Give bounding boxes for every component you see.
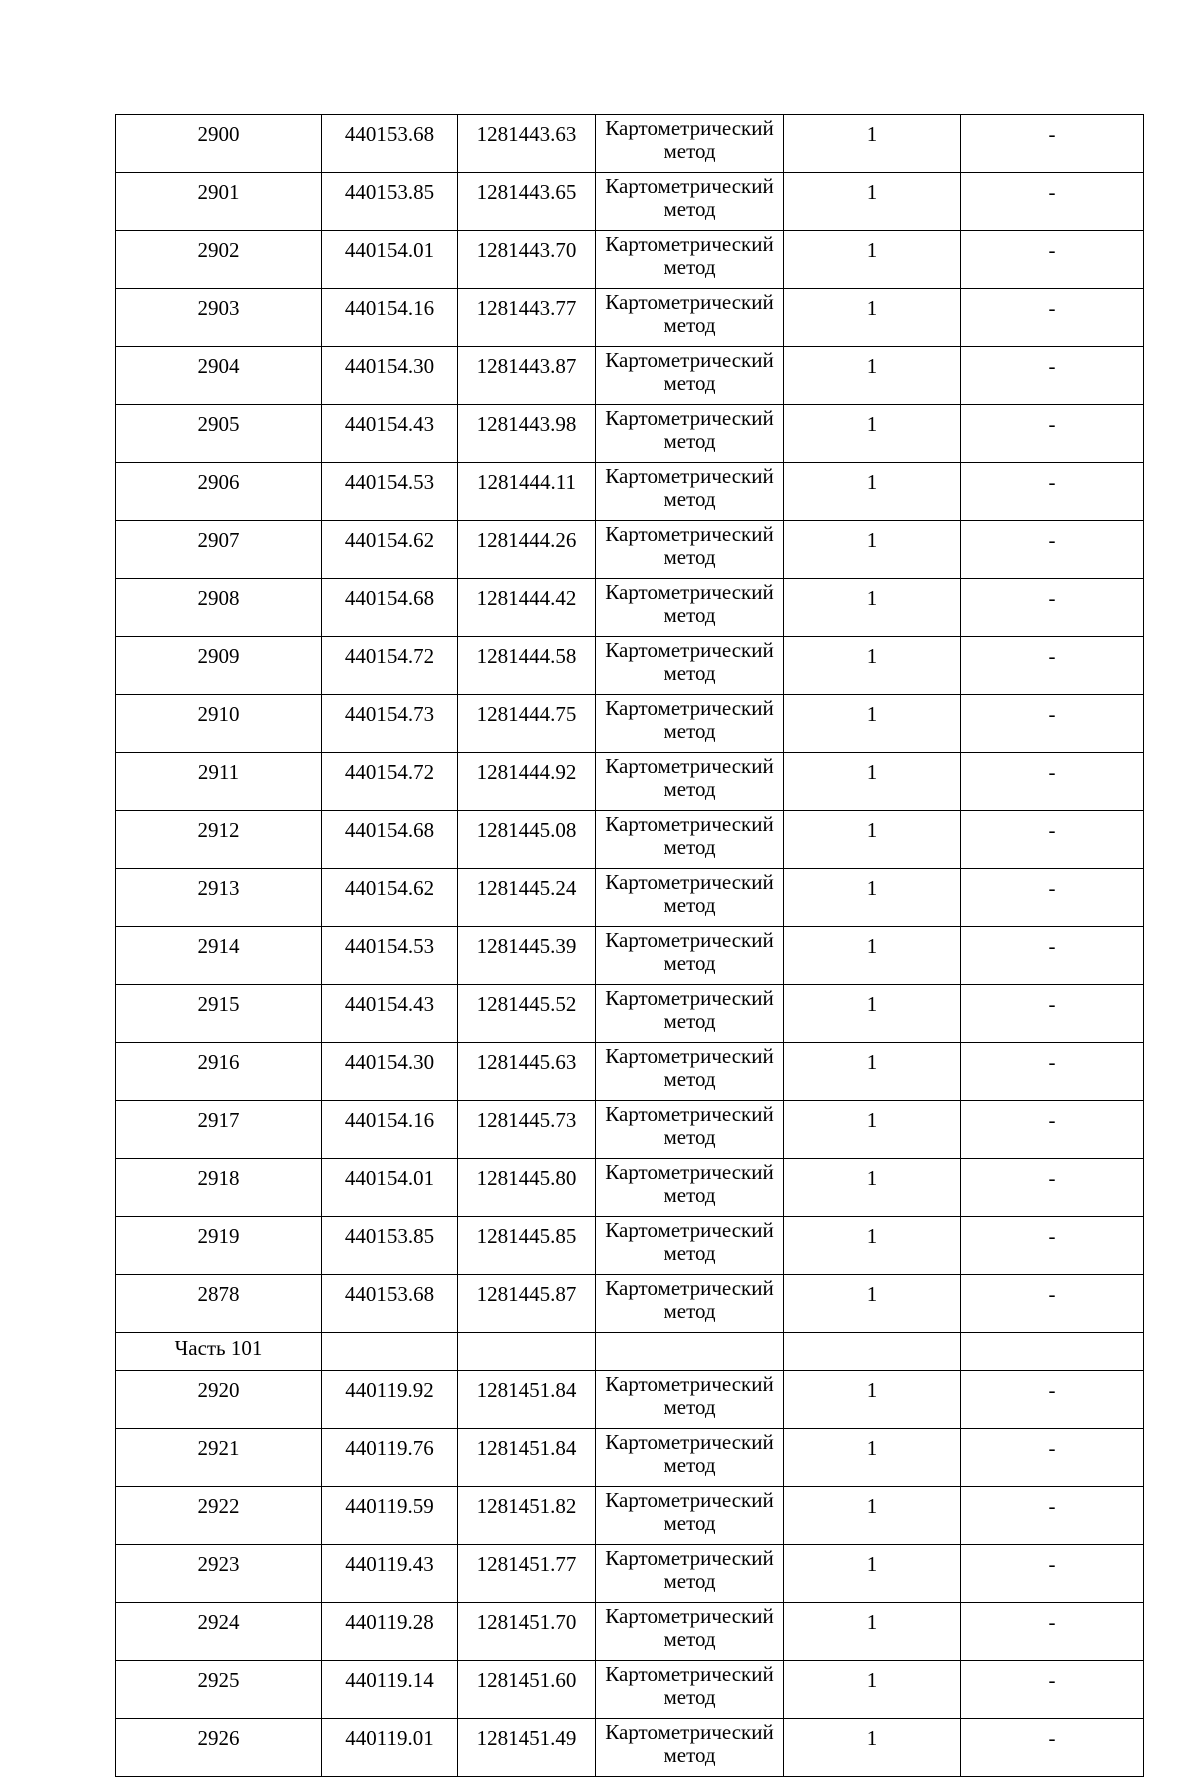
y-coordinate-cell: 1281445.24 (458, 869, 596, 927)
table-row (116, 1217, 1144, 1275)
y-coordinate-cell: 1281444.92 (458, 753, 596, 811)
note-cell: - (961, 1101, 1144, 1159)
method-line-1: Картометрический (605, 580, 774, 604)
y-coordinate-cell: 1281451.84 (458, 1371, 596, 1429)
x-coordinate-cell: 440154.30 (322, 347, 458, 405)
method-line-2: метод (663, 1395, 716, 1419)
table-row (116, 1101, 1144, 1159)
accuracy-cell: 1 (784, 463, 961, 521)
table-row (116, 347, 1144, 405)
method-line-1: Картометрический (605, 1546, 774, 1570)
accuracy-cell: 1 (784, 289, 961, 347)
method-line-1: Картометрический (605, 1102, 774, 1126)
x-coordinate-cell: 440154.16 (322, 289, 458, 347)
method-line-2: метод (663, 255, 716, 279)
x-coordinate-cell: 440154.73 (322, 695, 458, 753)
note-cell: - (961, 289, 1144, 347)
note-cell: - (961, 927, 1144, 985)
point-id-cell: 2909 (116, 637, 322, 695)
x-coordinate-cell: 440153.68 (322, 1275, 458, 1333)
note-cell: - (961, 869, 1144, 927)
method-cell (596, 231, 784, 289)
method-cell (596, 811, 784, 869)
note-cell: - (961, 695, 1144, 753)
method-line-2: метод (663, 835, 716, 859)
accuracy-cell: 1 (784, 869, 961, 927)
method-cell (596, 927, 784, 985)
x-coordinate-cell: 440119.43 (322, 1545, 458, 1603)
empty-cell (458, 1333, 596, 1371)
note-cell: - (961, 985, 1144, 1043)
method-line-1: Картометрический (605, 696, 774, 720)
method-line-1: Картометрический (605, 812, 774, 836)
note-cell: - (961, 579, 1144, 637)
note-cell: - (961, 1371, 1144, 1429)
x-coordinate-cell: 440154.68 (322, 811, 458, 869)
method-cell (596, 579, 784, 637)
accuracy-cell: 1 (784, 579, 961, 637)
method-line-2: метод (663, 603, 716, 627)
note-cell: - (961, 1043, 1144, 1101)
accuracy-cell: 1 (784, 1101, 961, 1159)
table-row (116, 695, 1144, 753)
note-cell: - (961, 811, 1144, 869)
y-coordinate-cell: 1281444.75 (458, 695, 596, 753)
accuracy-cell: 1 (784, 347, 961, 405)
note-cell: - (961, 1719, 1144, 1777)
y-coordinate-cell: 1281445.80 (458, 1159, 596, 1217)
x-coordinate-cell: 440154.30 (322, 1043, 458, 1101)
method-cell (596, 289, 784, 347)
method-cell (596, 1275, 784, 1333)
note-cell: - (961, 1217, 1144, 1275)
note-cell: - (961, 1545, 1144, 1603)
method-line-1: Картометрический (605, 522, 774, 546)
x-coordinate-cell: 440153.85 (322, 1217, 458, 1275)
table-row (116, 811, 1144, 869)
method-cell (596, 695, 784, 753)
empty-cell (322, 1333, 458, 1371)
accuracy-cell: 1 (784, 1043, 961, 1101)
point-id-cell: 2919 (116, 1217, 322, 1275)
method-line-1: Картометрический (605, 1276, 774, 1300)
table-row (116, 1661, 1144, 1719)
method-cell (596, 463, 784, 521)
empty-cell (596, 1333, 784, 1371)
table-row (116, 1043, 1144, 1101)
point-id-cell: 2902 (116, 231, 322, 289)
method-line-1: Картометрический (605, 116, 774, 140)
method-line-1: Картометрический (605, 1604, 774, 1628)
x-coordinate-cell: 440119.28 (322, 1603, 458, 1661)
coordinates-table (115, 114, 1144, 1777)
method-line-2: метод (663, 1299, 716, 1323)
y-coordinate-cell: 1281445.85 (458, 1217, 596, 1275)
method-line-2: метод (663, 1569, 716, 1593)
point-id-cell: 2906 (116, 463, 322, 521)
accuracy-cell: 1 (784, 1371, 961, 1429)
y-coordinate-cell: 1281451.77 (458, 1545, 596, 1603)
method-line-1: Картометрический (605, 174, 774, 198)
method-cell (596, 1371, 784, 1429)
x-coordinate-cell: 440154.01 (322, 1159, 458, 1217)
method-line-1: Картометрический (605, 464, 774, 488)
method-cell (596, 1159, 784, 1217)
method-line-1: Картометрический (605, 1218, 774, 1242)
section-row (116, 1333, 1144, 1371)
x-coordinate-cell: 440154.53 (322, 463, 458, 521)
method-line-1: Картометрический (605, 754, 774, 778)
point-id-cell: 2917 (116, 1101, 322, 1159)
method-cell (596, 521, 784, 579)
point-id-cell: 2924 (116, 1603, 322, 1661)
method-line-1: Картометрический (605, 406, 774, 430)
table-row (116, 1719, 1144, 1777)
y-coordinate-cell: 1281443.70 (458, 231, 596, 289)
accuracy-cell: 1 (784, 1661, 961, 1719)
method-line-2: метод (663, 1743, 716, 1767)
point-id-cell: 2878 (116, 1275, 322, 1333)
method-cell (596, 173, 784, 231)
method-line-2: метод (663, 1685, 716, 1709)
method-line-1: Картометрический (605, 1720, 774, 1744)
method-cell (596, 1545, 784, 1603)
accuracy-cell: 1 (784, 927, 961, 985)
note-cell: - (961, 463, 1144, 521)
table-row (116, 637, 1144, 695)
point-id-cell: 2901 (116, 173, 322, 231)
accuracy-cell: 1 (784, 1159, 961, 1217)
point-id-cell: 2916 (116, 1043, 322, 1101)
point-id-cell: 2915 (116, 985, 322, 1043)
table-row (116, 231, 1144, 289)
point-id-cell: 2913 (116, 869, 322, 927)
table-row (116, 463, 1144, 521)
method-line-2: метод (663, 139, 716, 163)
table-row (116, 173, 1144, 231)
accuracy-cell: 1 (784, 1719, 961, 1777)
table-row (116, 1487, 1144, 1545)
method-cell (596, 753, 784, 811)
table-row (116, 927, 1144, 985)
y-coordinate-cell: 1281445.52 (458, 985, 596, 1043)
table-row (116, 753, 1144, 811)
method-line-1: Картометрический (605, 1488, 774, 1512)
note-cell: - (961, 347, 1144, 405)
table-row (116, 115, 1144, 173)
accuracy-cell: 1 (784, 1217, 961, 1275)
accuracy-cell: 1 (784, 231, 961, 289)
table-row (116, 1275, 1144, 1333)
note-cell: - (961, 1661, 1144, 1719)
method-line-2: метод (663, 719, 716, 743)
method-line-2: метод (663, 487, 716, 511)
x-coordinate-cell: 440154.72 (322, 753, 458, 811)
note-cell: - (961, 1275, 1144, 1333)
accuracy-cell: 1 (784, 695, 961, 753)
method-cell (596, 985, 784, 1043)
point-id-cell: 2926 (116, 1719, 322, 1777)
method-cell (596, 405, 784, 463)
method-cell (596, 1217, 784, 1275)
point-id-cell: 2914 (116, 927, 322, 985)
section-label: Часть 101 (116, 1333, 322, 1371)
note-cell: - (961, 753, 1144, 811)
point-id-cell: 2922 (116, 1487, 322, 1545)
point-id-cell: 2904 (116, 347, 322, 405)
note-cell: - (961, 1159, 1144, 1217)
x-coordinate-cell: 440154.43 (322, 405, 458, 463)
accuracy-cell: 1 (784, 637, 961, 695)
method-line-1: Картометрический (605, 1160, 774, 1184)
method-line-2: метод (663, 1511, 716, 1535)
point-id-cell: 2912 (116, 811, 322, 869)
point-id-cell: 2925 (116, 1661, 322, 1719)
method-line-1: Картометрический (605, 348, 774, 372)
point-id-cell: 2910 (116, 695, 322, 753)
x-coordinate-cell: 440119.76 (322, 1429, 458, 1487)
method-line-1: Картометрический (605, 232, 774, 256)
y-coordinate-cell: 1281444.26 (458, 521, 596, 579)
method-cell (596, 115, 784, 173)
method-cell (596, 1429, 784, 1487)
accuracy-cell: 1 (784, 521, 961, 579)
method-line-2: метод (663, 893, 716, 917)
y-coordinate-cell: 1281445.73 (458, 1101, 596, 1159)
method-line-1: Картометрический (605, 638, 774, 662)
note-cell: - (961, 637, 1144, 695)
y-coordinate-cell: 1281451.49 (458, 1719, 596, 1777)
y-coordinate-cell: 1281444.11 (458, 463, 596, 521)
x-coordinate-cell: 440154.16 (322, 1101, 458, 1159)
y-coordinate-cell: 1281451.82 (458, 1487, 596, 1545)
accuracy-cell: 1 (784, 1429, 961, 1487)
method-line-2: метод (663, 661, 716, 685)
x-coordinate-cell: 440154.43 (322, 985, 458, 1043)
method-cell (596, 1719, 784, 1777)
table-row (116, 579, 1144, 637)
y-coordinate-cell: 1281445.87 (458, 1275, 596, 1333)
x-coordinate-cell: 440119.01 (322, 1719, 458, 1777)
accuracy-cell: 1 (784, 1545, 961, 1603)
point-id-cell: 2920 (116, 1371, 322, 1429)
y-coordinate-cell: 1281445.63 (458, 1043, 596, 1101)
method-line-2: метод (663, 1183, 716, 1207)
method-line-2: метод (663, 951, 716, 975)
method-line-2: метод (663, 777, 716, 801)
method-line-2: метод (663, 1241, 716, 1265)
x-coordinate-cell: 440153.68 (322, 115, 458, 173)
accuracy-cell: 1 (784, 405, 961, 463)
method-line-2: метод (663, 1009, 716, 1033)
method-line-1: Картометрический (605, 1430, 774, 1454)
method-line-1: Картометрический (605, 1044, 774, 1068)
table-row (116, 405, 1144, 463)
note-cell: - (961, 173, 1144, 231)
method-line-2: метод (663, 1453, 716, 1477)
empty-cell (961, 1333, 1144, 1371)
empty-cell (784, 1333, 961, 1371)
table-row (116, 1159, 1144, 1217)
accuracy-cell: 1 (784, 811, 961, 869)
point-id-cell: 2900 (116, 115, 322, 173)
x-coordinate-cell: 440154.62 (322, 869, 458, 927)
method-cell (596, 869, 784, 927)
accuracy-cell: 1 (784, 753, 961, 811)
y-coordinate-cell: 1281451.60 (458, 1661, 596, 1719)
method-line-2: метод (663, 545, 716, 569)
x-coordinate-cell: 440119.14 (322, 1661, 458, 1719)
table-row (116, 1545, 1144, 1603)
y-coordinate-cell: 1281443.98 (458, 405, 596, 463)
y-coordinate-cell: 1281445.39 (458, 927, 596, 985)
method-cell (596, 1661, 784, 1719)
method-line-2: метод (663, 197, 716, 221)
note-cell: - (961, 115, 1144, 173)
x-coordinate-cell: 440119.92 (322, 1371, 458, 1429)
method-line-2: метод (663, 1125, 716, 1149)
accuracy-cell: 1 (784, 1487, 961, 1545)
method-line-1: Картометрический (605, 1662, 774, 1686)
accuracy-cell: 1 (784, 1603, 961, 1661)
x-coordinate-cell: 440154.72 (322, 637, 458, 695)
method-line-2: метод (663, 429, 716, 453)
y-coordinate-cell: 1281443.63 (458, 115, 596, 173)
note-cell: - (961, 521, 1144, 579)
x-coordinate-cell: 440154.62 (322, 521, 458, 579)
point-id-cell: 2911 (116, 753, 322, 811)
table-row (116, 985, 1144, 1043)
x-coordinate-cell: 440119.59 (322, 1487, 458, 1545)
note-cell: - (961, 1429, 1144, 1487)
accuracy-cell: 1 (784, 173, 961, 231)
accuracy-cell: 1 (784, 115, 961, 173)
method-cell (596, 1603, 784, 1661)
table-row (116, 521, 1144, 579)
method-line-2: метод (663, 1627, 716, 1651)
y-coordinate-cell: 1281444.42 (458, 579, 596, 637)
table-row (116, 1603, 1144, 1661)
table-row (116, 869, 1144, 927)
method-line-2: метод (663, 371, 716, 395)
y-coordinate-cell: 1281443.87 (458, 347, 596, 405)
point-id-cell: 2921 (116, 1429, 322, 1487)
method-line-2: метод (663, 313, 716, 337)
point-id-cell: 2903 (116, 289, 322, 347)
table-row (116, 1371, 1144, 1429)
x-coordinate-cell: 440154.53 (322, 927, 458, 985)
note-cell: - (961, 1487, 1144, 1545)
method-line-1: Картометрический (605, 290, 774, 314)
y-coordinate-cell: 1281444.58 (458, 637, 596, 695)
note-cell: - (961, 405, 1144, 463)
table-row (116, 1429, 1144, 1487)
method-cell (596, 637, 784, 695)
method-line-1: Картометрический (605, 928, 774, 952)
accuracy-cell: 1 (784, 1275, 961, 1333)
y-coordinate-cell: 1281445.08 (458, 811, 596, 869)
y-coordinate-cell: 1281451.70 (458, 1603, 596, 1661)
method-line-1: Картометрический (605, 870, 774, 894)
point-id-cell: 2918 (116, 1159, 322, 1217)
method-line-2: метод (663, 1067, 716, 1091)
x-coordinate-cell: 440153.85 (322, 173, 458, 231)
point-id-cell: 2905 (116, 405, 322, 463)
note-cell: - (961, 1603, 1144, 1661)
method-line-1: Картометрический (605, 1372, 774, 1396)
x-coordinate-cell: 440154.68 (322, 579, 458, 637)
y-coordinate-cell: 1281443.65 (458, 173, 596, 231)
method-line-1: Картометрический (605, 986, 774, 1010)
method-cell (596, 1043, 784, 1101)
method-cell (596, 1487, 784, 1545)
y-coordinate-cell: 1281443.77 (458, 289, 596, 347)
x-coordinate-cell: 440154.01 (322, 231, 458, 289)
method-cell (596, 347, 784, 405)
note-cell: - (961, 231, 1144, 289)
table-row (116, 289, 1144, 347)
method-cell (596, 1101, 784, 1159)
point-id-cell: 2923 (116, 1545, 322, 1603)
coordinates-table-body (116, 115, 1144, 1777)
y-coordinate-cell: 1281451.84 (458, 1429, 596, 1487)
accuracy-cell: 1 (784, 985, 961, 1043)
point-id-cell: 2907 (116, 521, 322, 579)
point-id-cell: 2908 (116, 579, 322, 637)
